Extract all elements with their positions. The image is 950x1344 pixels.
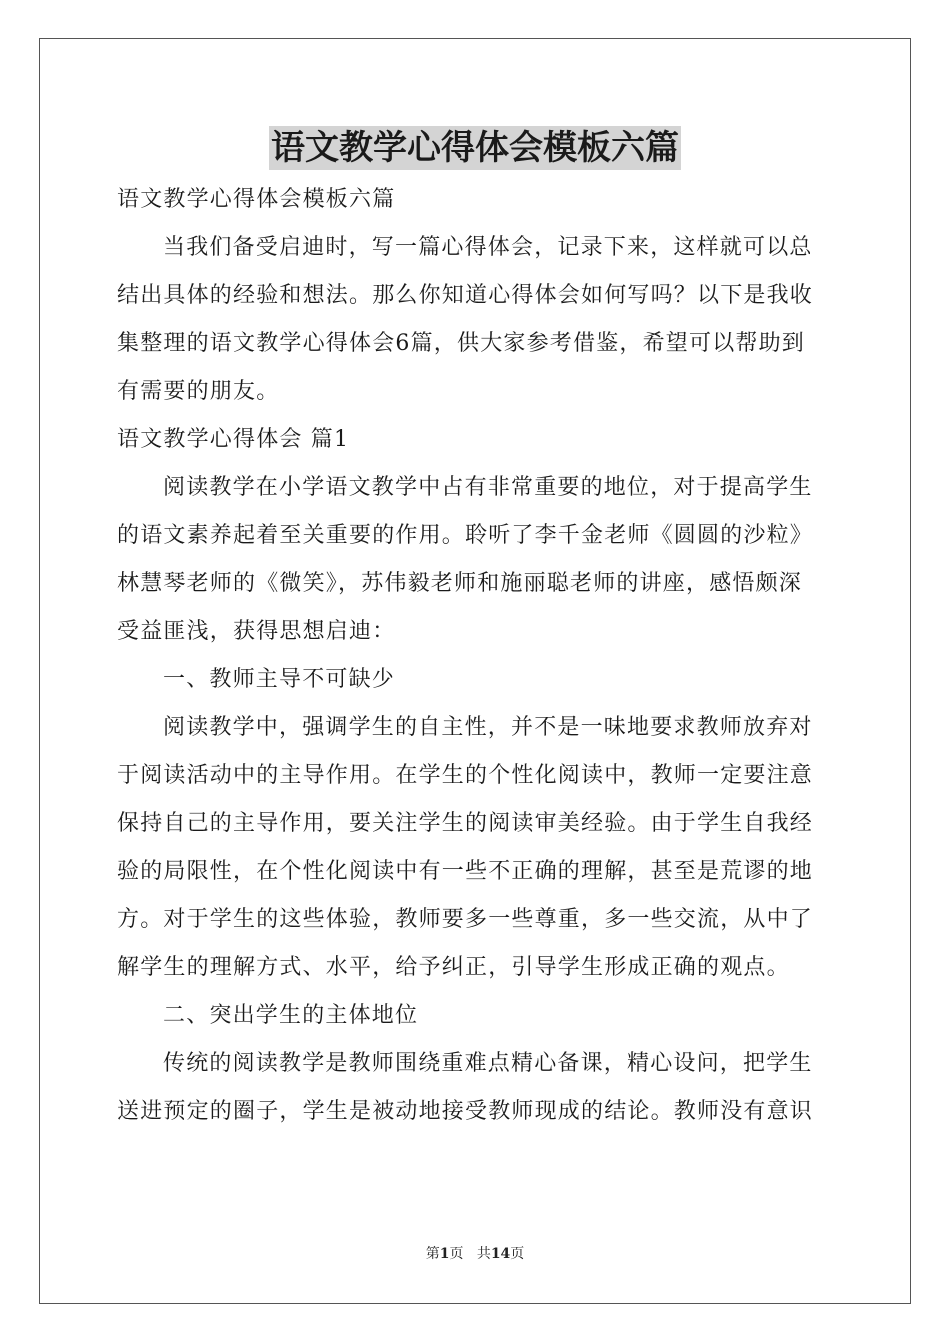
text-line: 二、突出学生的主体地位 (163, 1003, 419, 1028)
text-line: 当我们备受启迪时，写一篇心得体会，记录下来，这样就可以总 (163, 235, 813, 260)
page-footer (0, 1244, 950, 1264)
text-line: 语文教学心得体会模板六篇 (117, 187, 396, 212)
text-line: 受益匪浅，获得思想启迪： (117, 619, 396, 644)
text-line: 方。对于学生的这些体验，教师要多一些尊重，多一些交流，从中了 (117, 907, 814, 932)
text-line: 解学生的理解方式、水平，给予纠正，引导学生形成正确的观点。 (117, 955, 790, 980)
text-line: 传统的阅读教学是教师围绕重难点精心备课，精心设问，把学生 (163, 1051, 813, 1076)
text-line: 阅读教学中，强调学生的自主性，并不是一味地要求教师放弃对 (163, 715, 813, 740)
title-wrap (0, 126, 950, 170)
document-body (117, 176, 833, 1136)
page-suffix: 页 (449, 1246, 464, 1262)
document-title: 语文教学心得体会模板六篇 (271, 128, 679, 168)
text-line: 阅读教学在小学语文教学中占有非常重要的地位，对于提高学生 (163, 475, 813, 500)
text-line: 的语文素养起着至关重要的作用。聆听了李千金老师《圆圆的沙粒》 (117, 523, 814, 548)
total-pages: 14 (490, 1246, 511, 1262)
total-prefix: 共 (476, 1246, 491, 1262)
text-line: 集整理的语文教学心得体会6篇，供大家参考借鉴，希望可以帮助到 (117, 331, 805, 356)
page-prefix: 第 (425, 1246, 440, 1262)
text-line: 林慧琴老师的《微笑》，苏伟毅老师和施丽聪老师的讲座，感悟颇深 (117, 571, 803, 596)
text-line: 验的局限性，在个性化阅读中有一些不正确的理解，甚至是荒谬的地 (117, 859, 814, 884)
text-line: 于阅读活动中的主导作用。在学生的个性化阅读中，教师一定要注意 (117, 763, 814, 788)
text-line: 保持自己的主导作用，要关注学生的阅读审美经验。由于学生自我经 (117, 811, 814, 836)
text-line: 结出具体的经验和想法。那么你知道心得体会如何写吗？以下是我收 (117, 283, 814, 308)
total-suffix: 页 (510, 1246, 525, 1262)
text-line: 一、教师主导不可缺少 (163, 667, 396, 692)
text-line: 有需要的朋友。 (117, 379, 280, 404)
text-line: 语文教学心得体会 篇1 (117, 427, 350, 452)
page-number: 1 (439, 1246, 450, 1262)
text-line: 送进预定的圈子，学生是被动地接受教师现成的结论。教师没有意识 (117, 1099, 814, 1124)
